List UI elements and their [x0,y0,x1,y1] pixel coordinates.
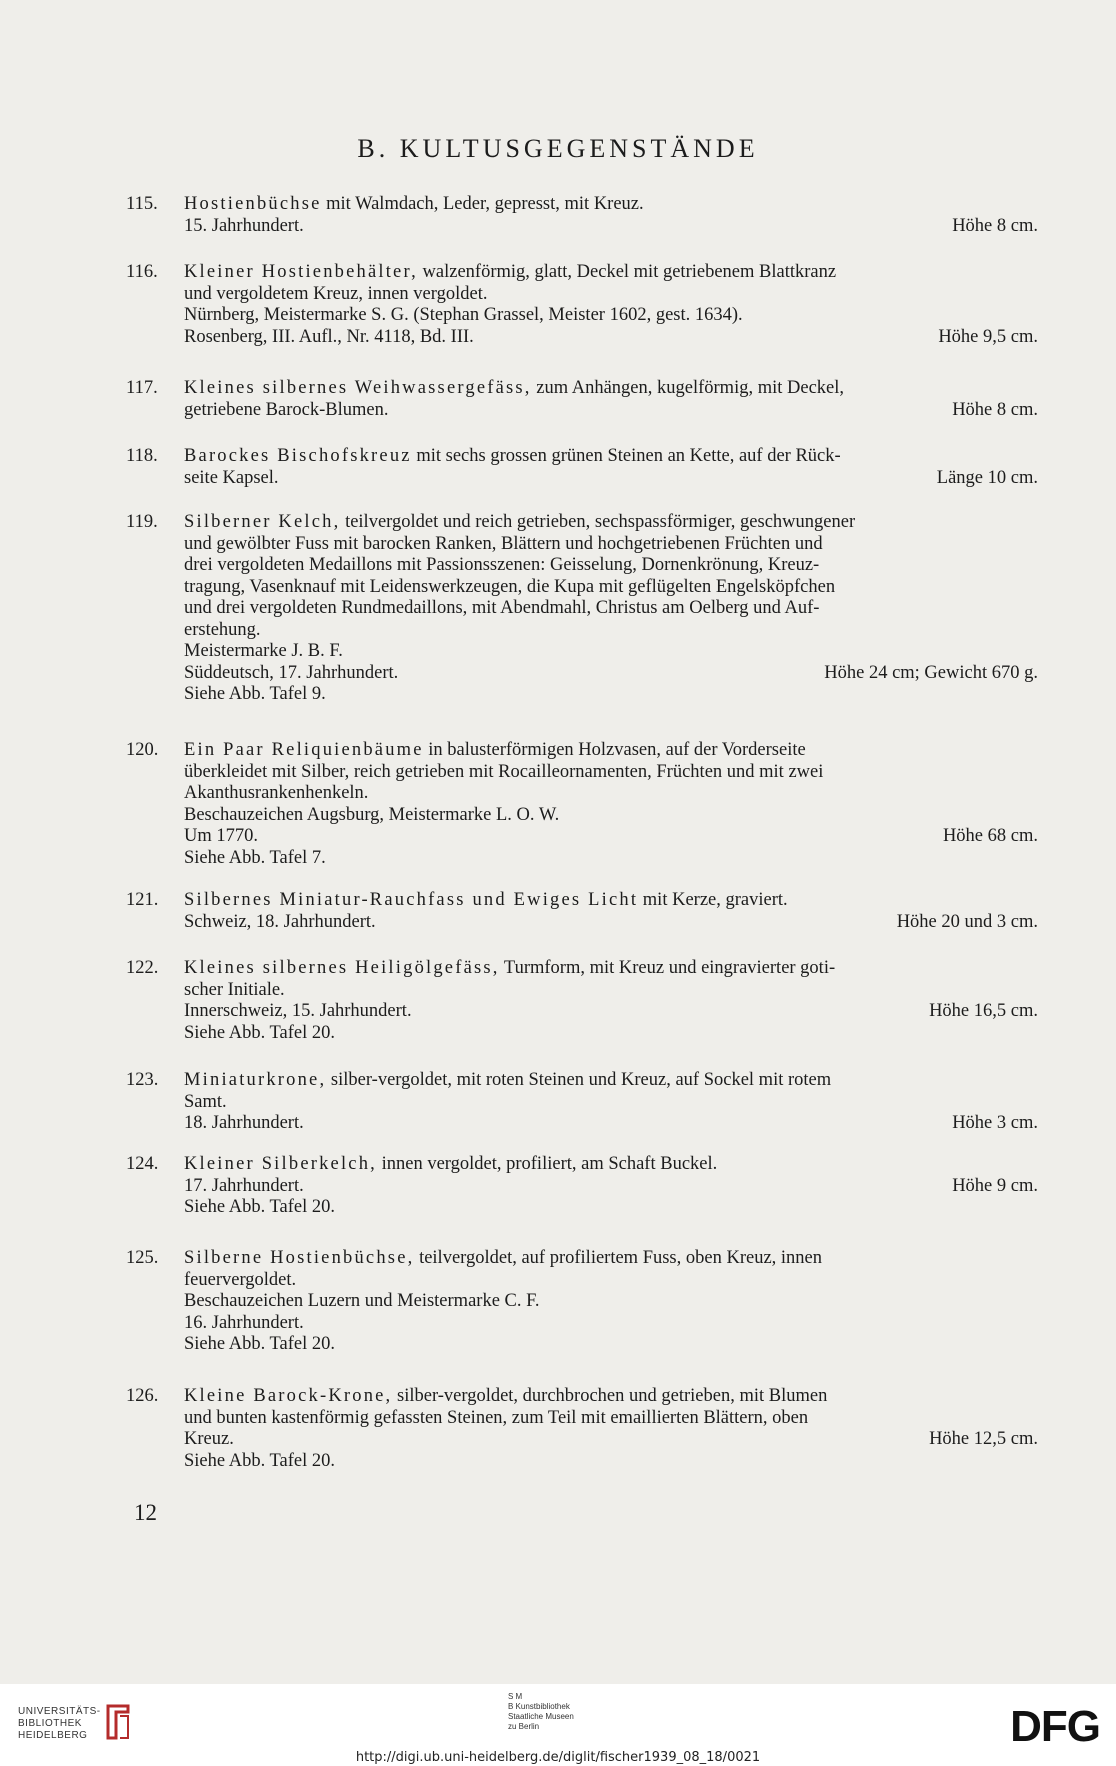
entry-measurement: Höhe 8 cm. [952,399,1038,420]
catalog-entry [126,1386,1038,1472]
entry-line [126,1386,1038,1408]
entry-description: 16. Jahrhundert. [184,1312,304,1333]
entry-text [184,1270,296,1292]
entry-measurement: Höhe 8 cm. [952,215,1038,236]
entry-title: Silberner Kelch, [184,512,341,532]
entry-line [126,534,1038,556]
entry-text [184,284,487,306]
entry-text [184,1334,335,1356]
entry-description: feuervergoldet. [184,1269,297,1290]
entry-description: Süddeutsch, 17. Jahrhundert. [184,662,399,683]
entry-text [184,194,644,216]
catalog-entry [126,378,1038,421]
entry-line [126,890,1038,912]
entry-measurement: Höhe 9,5 cm. [938,326,1038,347]
entry-description: und vergoldetem Kreuz, innen vergoldet. [184,283,488,304]
entry-number: 126. [126,1386,159,1406]
entry-number: 122. [126,958,159,978]
entry-line [126,1176,1038,1198]
entry-text [184,555,819,577]
dfg-logo: DFG [1010,1702,1100,1751]
catalog-entry [126,890,1038,933]
catalog-entry [126,512,1038,706]
entry-description: drei vergoldeten Medaillons mit Passionsszenen: Geisselung, Dornenkrönung, Kreuz- [184,555,820,575]
entry-line [126,1197,1038,1219]
entry-description: 18. Jahrhundert. [184,1113,304,1133]
entry-text [184,446,841,468]
entry-line [126,284,1038,306]
entry-line [126,1023,1038,1045]
entry-number: 116. [126,262,158,282]
entry-description: Siehe Abb. Tafel 20. [184,1334,335,1354]
entry-text [184,1451,335,1473]
entry-line [126,620,1038,642]
entry-text [184,262,836,284]
entry-text [184,1313,304,1335]
entry-text [184,1001,412,1023]
entry-description: teilvergoldet, auf profiliertem Fuss, oben Kreuz, innen [414,1248,823,1268]
entry-measurement: Höhe 3 cm. [952,1113,1038,1133]
entry-line [126,555,1038,577]
entry-measurement: Höhe 12,5 cm. [929,1429,1038,1449]
entry-text [184,641,343,663]
entry-line [126,1070,1038,1092]
entry-title: Kleines silbernes Heiligölgefäss, [184,958,500,978]
entry-line [126,826,1038,848]
entry-title: Miniaturkrone, [184,1070,327,1090]
entry-line [126,663,1038,685]
entry-title: Kleines silbernes Weihwassergefäss, [184,378,532,398]
entry-title: Ein Paar Reliquienbäume [184,740,424,760]
entry-text [184,216,304,238]
entry-text [184,512,855,534]
entry-text [184,958,835,980]
entry-line [126,762,1038,784]
entry-description: Beschauzeichen Luzern und Meistermarke C. F. [184,1291,540,1311]
entry-text [184,1429,234,1451]
entry-description: tragung, Vasenknauf mit Leidenswerkzeugen, die Kupa mit geflügelten Engelsköpfchen [184,576,836,597]
entry-line [126,740,1038,762]
entry-text [184,663,398,685]
entry-line [126,1248,1038,1270]
entry-line [126,468,1038,490]
entry-text [184,1197,335,1219]
entry-line [126,958,1038,980]
entry-text [184,1092,227,1114]
catalog-entry [126,446,1038,489]
entry-text [184,1176,304,1198]
entry-line [126,577,1038,599]
catalog-entry [126,194,1038,237]
entry-line [126,327,1038,349]
entry-description: Siehe Abb. Tafel 20. [184,1450,335,1471]
entry-line [126,1113,1038,1135]
library-name: UNIVERSITÄTS- BIBLIOTHEK HEIDELBERG [18,1706,101,1741]
entry-line [126,1429,1038,1451]
entry-description: mit sechs grossen grünen Steinen an Kette, auf der Rück- [411,446,841,466]
entry-line [126,378,1038,400]
entry-description: Siehe Abb. Tafel 20. [184,1197,335,1217]
entry-line [126,1408,1038,1430]
entry-text [184,1113,304,1135]
entry-text [184,1408,808,1430]
entry-text [184,1070,831,1092]
entry-line [126,641,1038,663]
entry-description: Siehe Abb. Tafel 7. [184,847,326,868]
catalog-entry [126,262,1038,348]
entry-description: erstehung. [184,619,261,640]
entry-line [126,1154,1038,1176]
entry-text [184,577,835,599]
entry-line [126,305,1038,327]
catalog-entry [126,740,1038,869]
entry-text [184,783,368,805]
entry-number: 125. [126,1248,159,1268]
page-number: 12 [134,1500,157,1525]
entry-text [184,305,743,327]
entry-number: 121. [126,890,159,910]
entry-line [126,400,1038,422]
entry-description: mit Kerze, graviert. [638,890,788,910]
entry-text [184,400,388,422]
catalog-entry [126,1154,1038,1219]
entry-number: 124. [126,1154,159,1174]
entry-text [184,1154,717,1176]
entry-description: Akanthusrankenhenkeln. [184,783,369,803]
entry-text [184,826,258,848]
entry-text [184,378,844,400]
entry-title: Barockes Bischofskreuz [184,446,412,466]
entry-title: Kleine Barock-Krone, [184,1386,393,1406]
entry-line [126,980,1038,1002]
entry-description: Schweiz, 18. Jahrhundert. [184,911,376,932]
entry-measurement: Länge 10 cm. [936,467,1038,488]
entry-number: 118. [126,446,158,466]
entry-measurement: Höhe 16,5 cm. [929,1001,1038,1021]
footer-bar [0,1684,1116,1766]
catalog-entry [126,958,1038,1044]
entry-description: innen vergoldet, profiliert, am Schaft Buckel. [376,1154,718,1174]
entry-description: überkleidet mit Silber, reich getrieben mit Rocailleornamenten, Früchten und mit zwei [184,761,824,782]
entry-line [126,1092,1038,1114]
entry-title: Kleiner Silberkelch, [184,1154,377,1174]
entry-text [184,805,559,827]
entry-description: 15. Jahrhundert. [184,215,304,236]
entry-text [184,848,326,870]
entry-text [184,1386,827,1408]
entry-description: Um 1770. [184,826,258,846]
entry-line [126,783,1038,805]
entry-line [126,1291,1038,1313]
entry-title: Kleiner Hostienbehälter, [184,262,418,282]
entry-description: Meistermarke J. B. F. [184,641,343,661]
entry-description: seite Kapsel. [184,467,279,488]
entry-description: Rosenberg, III. Aufl., Nr. 4118, Bd. III. [184,326,474,347]
entry-text [184,912,376,934]
entry-title: Silbernes Miniatur-Rauchfass und Ewiges Licht [184,890,639,910]
entry-text [184,534,823,556]
entry-line [126,1451,1038,1473]
entry-text [184,762,823,784]
entry-measurement: Höhe 9 cm. [952,1175,1038,1196]
entry-number: 117. [126,378,158,398]
entry-title: Silberne Hostienbüchse, [184,1248,415,1268]
entry-number: 123. [126,1070,159,1090]
entry-line [126,598,1038,620]
entry-line [126,446,1038,468]
entry-number: 119. [126,512,158,532]
entry-line [126,1313,1038,1335]
entry-description: silber-vergoldet, durchbrochen und getrieben, mit Blumen [392,1386,828,1406]
catalog-entry [126,1070,1038,1135]
entry-number: 115. [126,194,158,214]
entry-text [184,598,819,620]
entry-description: Samt. [184,1091,227,1112]
entry-line [126,1334,1038,1356]
entry-line [126,216,1038,238]
entry-text [184,890,788,912]
entry-description: Siehe Abb. Tafel 9. [184,684,326,704]
entry-description: silber-vergoldet, mit roten Steinen und Kreuz, auf Sockel mit rotem [326,1070,832,1090]
entry-description: walzenförmig, glatt, Deckel mit getriebenem Blattkranz [417,262,837,282]
entry-line [126,912,1038,934]
entry-line [126,262,1038,284]
entry-description: Beschauzeichen Augsburg, Meistermarke L. O. W. [184,804,560,825]
entry-description: Kreuz. [184,1429,234,1449]
entry-description: scher Initiale. [184,979,285,1000]
entry-description: 17. Jahrhundert. [184,1175,304,1196]
source-url[interactable]: http://digi.ub.uni-heidelberg.de/diglit/fischer1939_08_18/0021 [355,1750,761,1765]
entry-text [184,740,806,762]
entry-description: und drei vergoldeten Rundmedaillons, mit Abendmahl, Christus am Oelberg und Auf- [184,598,820,618]
entry-text [184,980,285,1002]
entry-line [126,512,1038,534]
entry-measurement: Höhe 24 cm; Gewicht 670 g. [824,662,1038,683]
entry-text [184,1023,335,1045]
entry-description: in balusterförmigen Holzvasen, auf der Vorderseite [423,740,806,760]
entry-description: Innerschweiz, 15. Jahrhundert. [184,1001,412,1021]
museum-logo: S M B Kunstbibliothek Staatliche Museen zu Berlin [508,1692,574,1731]
library-logo-icon [104,1702,132,1742]
entry-measurement: Höhe 20 und 3 cm. [896,911,1038,932]
entry-line [126,684,1038,706]
catalog-entry [126,1248,1038,1356]
entry-text [184,327,474,349]
entry-description: getriebene Barock-Blumen. [184,399,389,420]
entry-text [184,620,261,642]
entry-text [184,684,326,706]
section-heading: B. KULTUSGEGENSTÄNDE [357,134,759,163]
entry-measurement: Höhe 68 cm. [942,826,1038,846]
entry-line [126,194,1038,216]
entry-description: teilvergoldet und reich getrieben, sechspassförmiger, geschwungener [340,512,856,532]
entry-text [184,1248,822,1270]
entry-description: und bunten kastenförmig gefassten Steinen, zum Teil mit emaillierten Blättern, oben [184,1407,809,1428]
entry-description: und gewölbter Fuss mit barocken Ranken, Blättern und hochgetriebenen Früchten und [184,533,823,554]
entry-description: Siehe Abb. Tafel 20. [184,1022,335,1043]
entry-description: Nürnberg, Meistermarke S. G. (Stephan Grassel, Meister 1602, gest. 1634). [184,305,743,325]
entry-description: zum Anhängen, kugelförmig, mit Deckel, [531,378,845,398]
entry-line [126,848,1038,870]
entry-line [126,1270,1038,1292]
entry-line [126,805,1038,827]
entry-description: Turmform, mit Kreuz und eingravierter goti- [499,958,836,978]
entry-description: mit Walmdach, Leder, gepresst, mit Kreuz. [321,194,644,214]
entry-text [184,1291,540,1313]
entry-text [184,468,279,490]
entry-number: 120. [126,740,159,760]
entry-line [126,1001,1038,1023]
entry-title: Hostienbüchse [184,194,322,214]
